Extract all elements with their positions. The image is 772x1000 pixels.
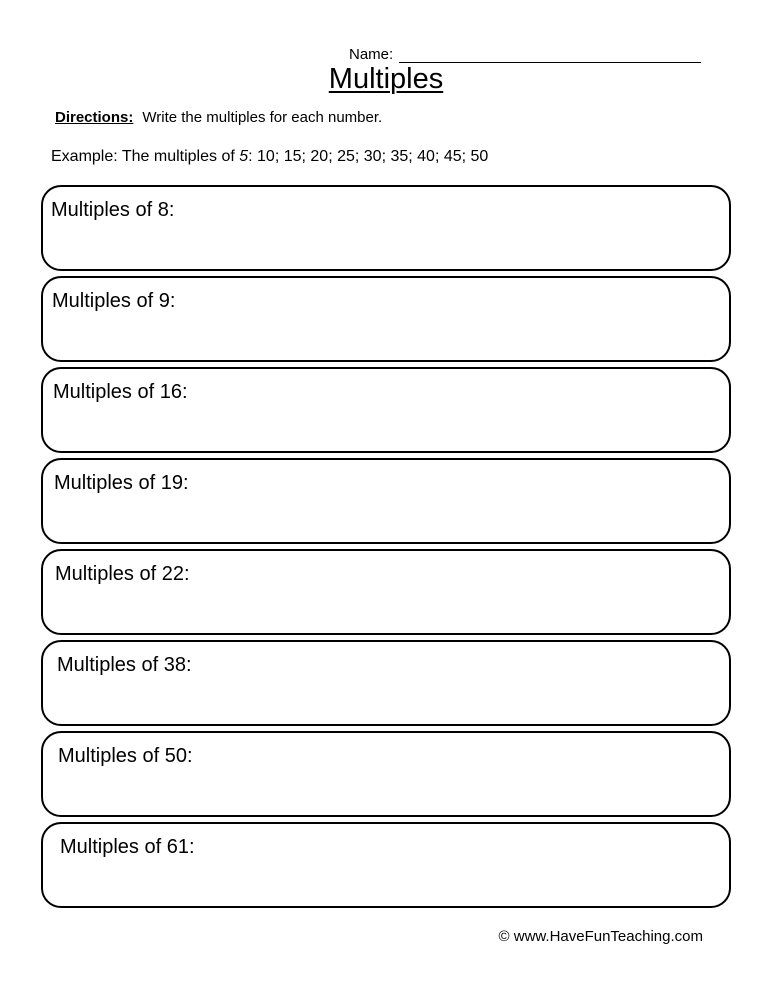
example-prefix: Example: The multiples of [51,148,240,165]
answer-box-label: Multiples of 50: [58,745,193,767]
answer-box-8[interactable] [41,185,731,271]
example-line [51,148,488,166]
example-suffix: : 10; 15; 20; 25; 30; 35; 40; 45; 50 [248,148,489,165]
example-number: 5 [239,148,249,165]
answer-box-38[interactable] [41,640,731,726]
answer-box-16[interactable] [41,367,731,453]
copyright-footer: © www.HaveFunTeaching.com [498,928,703,945]
answer-box-label: Multiples of 22: [55,563,190,585]
name-label: Name: [349,46,394,63]
answer-box-label: Multiples of 38: [57,654,192,676]
name-field [349,46,701,63]
page-title: Multiples [328,63,444,95]
directions [55,109,382,126]
directions-text: Write the multiples for each number. [142,109,383,126]
answer-box-22[interactable] [41,549,731,635]
answer-box-9[interactable] [41,276,731,362]
name-blank-line[interactable] [399,46,701,63]
answer-box-label: Multiples of 9: [52,290,176,312]
directions-label: Directions: [55,109,134,126]
answer-box-19[interactable] [41,458,731,544]
answer-box-label: Multiples of 61: [60,836,195,858]
answer-box-label: Multiples of 16: [53,381,188,403]
answer-box-61[interactable] [41,822,731,908]
answer-box-label: Multiples of 19: [54,472,189,494]
answer-box-50[interactable] [41,731,731,817]
answer-box-label: Multiples of 8: [51,199,175,221]
